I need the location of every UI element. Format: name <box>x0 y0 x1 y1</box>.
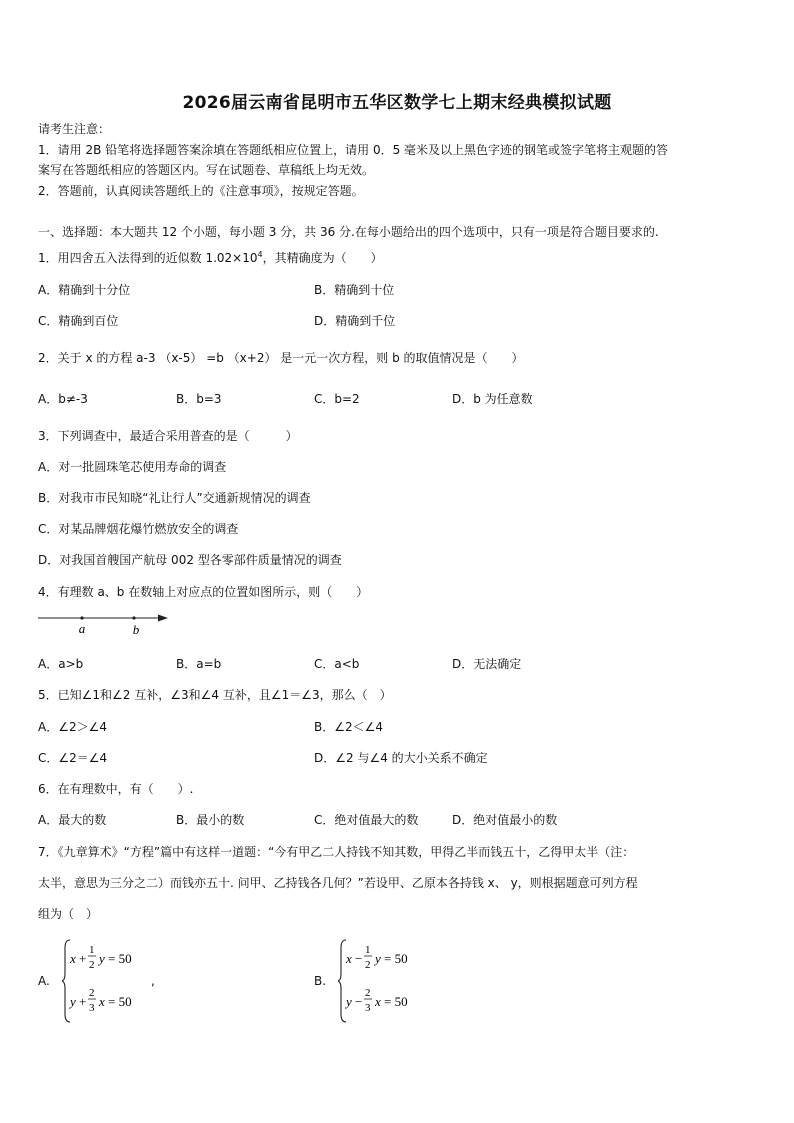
q7-option-b-label[interactable]: B. <box>314 974 327 988</box>
var-y: y <box>70 994 76 1009</box>
left-brace-icon <box>62 940 70 1022</box>
q2-option-d[interactable]: D．b 为任意数 <box>452 392 533 406</box>
q6-option-b[interactable]: B．最小的数 <box>176 813 245 827</box>
q7-stem-line-1: 7．《九章算术》“方程”篇中有这样一道题：“今有甲乙二人持钱不知其数，甲得乙半而钱五十，乙得甲太半（注： <box>38 845 635 859</box>
var-x: x <box>375 994 381 1009</box>
q5-stem: 5．已知∠1和∠2 互补，∠3和∠4 互补，且∠1＝∠3，那么（ ） <box>38 688 392 702</box>
q5-option-a[interactable]: A．∠2＞∠4 <box>38 720 107 734</box>
minus-sign: − <box>355 951 363 966</box>
section-heading: 一、选择题：本大题共 12 个小题，每小题 3 分，共 36 分.在每小题给出的四个选项中，只有一项是符合题目要求的. <box>38 225 659 239</box>
label-a: a <box>78 621 86 636</box>
q7-option-b-system[interactable] <box>338 938 448 1027</box>
number-line-figure <box>36 610 176 641</box>
plus-sign: + <box>79 994 87 1009</box>
q3-option-d[interactable]: D．对我国首艘国产航母 002 型各零部件质量情况的调查 <box>38 553 342 567</box>
q1-option-c[interactable]: C．精确到百位 <box>38 314 119 328</box>
q4-option-d[interactable]: D．无法确定 <box>452 657 522 671</box>
q4-option-a[interactable]: A．a>b <box>38 657 84 671</box>
q5-option-b[interactable]: B．∠2＜∠4 <box>314 720 384 734</box>
equals-50: = 50 <box>384 994 408 1009</box>
q1-option-d[interactable]: D．精确到千位 <box>314 314 396 328</box>
q7-stem-line-2: 太半，意思为三分之二）而钱亦五十. 问甲、乙持钱各几何？”若设甲、乙原本各持钱 x、 y，则根据题意可列方程 <box>38 876 638 890</box>
page-title: 2026届云南省昆明市五华区数学七上期末经典模拟试题 <box>182 93 612 113</box>
q1-stem <box>38 250 383 266</box>
notice-item-1-line-2: 案写在答题纸相应的答题区内。写在试题卷、草稿纸上均无效。 <box>38 163 375 177</box>
label-b: b <box>132 622 140 637</box>
q2-stem: 2．关于 x 的方程 a-3 （x-5） =b （x+2） 是一元一次方程，则 b 的取值情况是（ ） <box>38 351 524 365</box>
q4-option-c[interactable]: C．a<b <box>314 657 360 671</box>
minus-sign: − <box>355 994 363 1009</box>
notice-heading: 请考生注意： <box>38 122 111 136</box>
equals-50: = 50 <box>108 951 132 966</box>
q5-option-d[interactable]: D．∠2 与∠4 的大小关系不确定 <box>314 751 488 765</box>
q4-stem: 4．有理数 a、b 在数轴上对应点的位置如图所示，则（ ） <box>38 585 369 599</box>
frac-num-2: 2 <box>365 987 371 999</box>
frac-num-2: 2 <box>89 987 95 999</box>
frac-den-3: 3 <box>89 1002 95 1014</box>
q6-option-c[interactable]: C．绝对值最大的数 <box>314 813 419 827</box>
q1-exponent: 4 <box>257 250 263 259</box>
q3-option-b[interactable]: B．对我市市民知晓“礼让行人”交通新规情况的调查 <box>38 491 311 505</box>
q1-option-a[interactable]: A．精确到十分位 <box>38 283 131 297</box>
point-a <box>80 616 83 619</box>
frac-num-1: 1 <box>89 944 95 956</box>
var-x: x <box>346 951 352 966</box>
q2-option-b[interactable]: B．b=3 <box>176 392 222 406</box>
equation-system-a <box>62 938 172 1024</box>
frac-den-3: 3 <box>365 1002 371 1014</box>
frac-den-2: 2 <box>89 959 95 971</box>
notice-item-2: 2．答题前，认真阅读答题纸上的《注意事项》，按规定答题。 <box>38 184 364 198</box>
q3-stem: 3．下列调查中，最适合采用普查的是（ ） <box>38 429 298 443</box>
left-brace-icon <box>338 940 346 1022</box>
equals-50: = 50 <box>108 994 132 1009</box>
var-y: y <box>99 951 105 966</box>
number-line <box>36 610 176 638</box>
q3-option-a[interactable]: A．对一批圆珠笔芯使用寿命的调查 <box>38 460 227 474</box>
q4-option-b[interactable]: B．a=b <box>176 657 222 671</box>
point-b <box>132 616 135 619</box>
equation-system-b <box>338 938 448 1024</box>
notice-item-1-line-1: 1．请用 2B 铅笔将选择题答案涂填在答题纸相应位置上，请用 0．5 毫米及以上黑色字迹的钢笔或签字笔将主观题的答 <box>38 143 669 157</box>
q3-option-c[interactable]: C．对某品牌烟花爆竹燃放安全的调查 <box>38 522 239 536</box>
q1-stem-text: 1．用四舍五入法得到的近似数 1.02×10 <box>38 251 258 265</box>
q1-stem-tail: ，其精确度为（ ） <box>262 251 383 265</box>
frac-den-2: 2 <box>365 959 371 971</box>
q6-option-a[interactable]: A．最大的数 <box>38 813 107 827</box>
var-y: y <box>375 951 381 966</box>
q5-option-c[interactable]: C．∠2＝∠4 <box>38 751 108 765</box>
var-y: y <box>346 994 352 1009</box>
q7-option-a-comma: , <box>151 974 155 988</box>
equals-50: = 50 <box>384 951 408 966</box>
q2-option-c[interactable]: C．b=2 <box>314 392 360 406</box>
q1-option-b[interactable]: B．精确到十位 <box>314 283 395 297</box>
q7-option-a-system[interactable] <box>62 938 172 1027</box>
q7-stem-line-3: 组为（ ） <box>38 907 99 921</box>
frac-num-1: 1 <box>365 944 371 956</box>
var-x: x <box>99 994 105 1009</box>
var-x: x <box>70 951 76 966</box>
q2-option-a[interactable]: A．b≠-3 <box>38 392 88 406</box>
q7-option-a-label[interactable]: A. <box>38 974 50 988</box>
q6-option-d[interactable]: D．绝对值最小的数 <box>452 813 558 827</box>
arrow-right-icon <box>158 615 168 622</box>
q6-stem: 6．在有理数中，有（ ）. <box>38 782 194 796</box>
plus-sign: + <box>79 951 87 966</box>
